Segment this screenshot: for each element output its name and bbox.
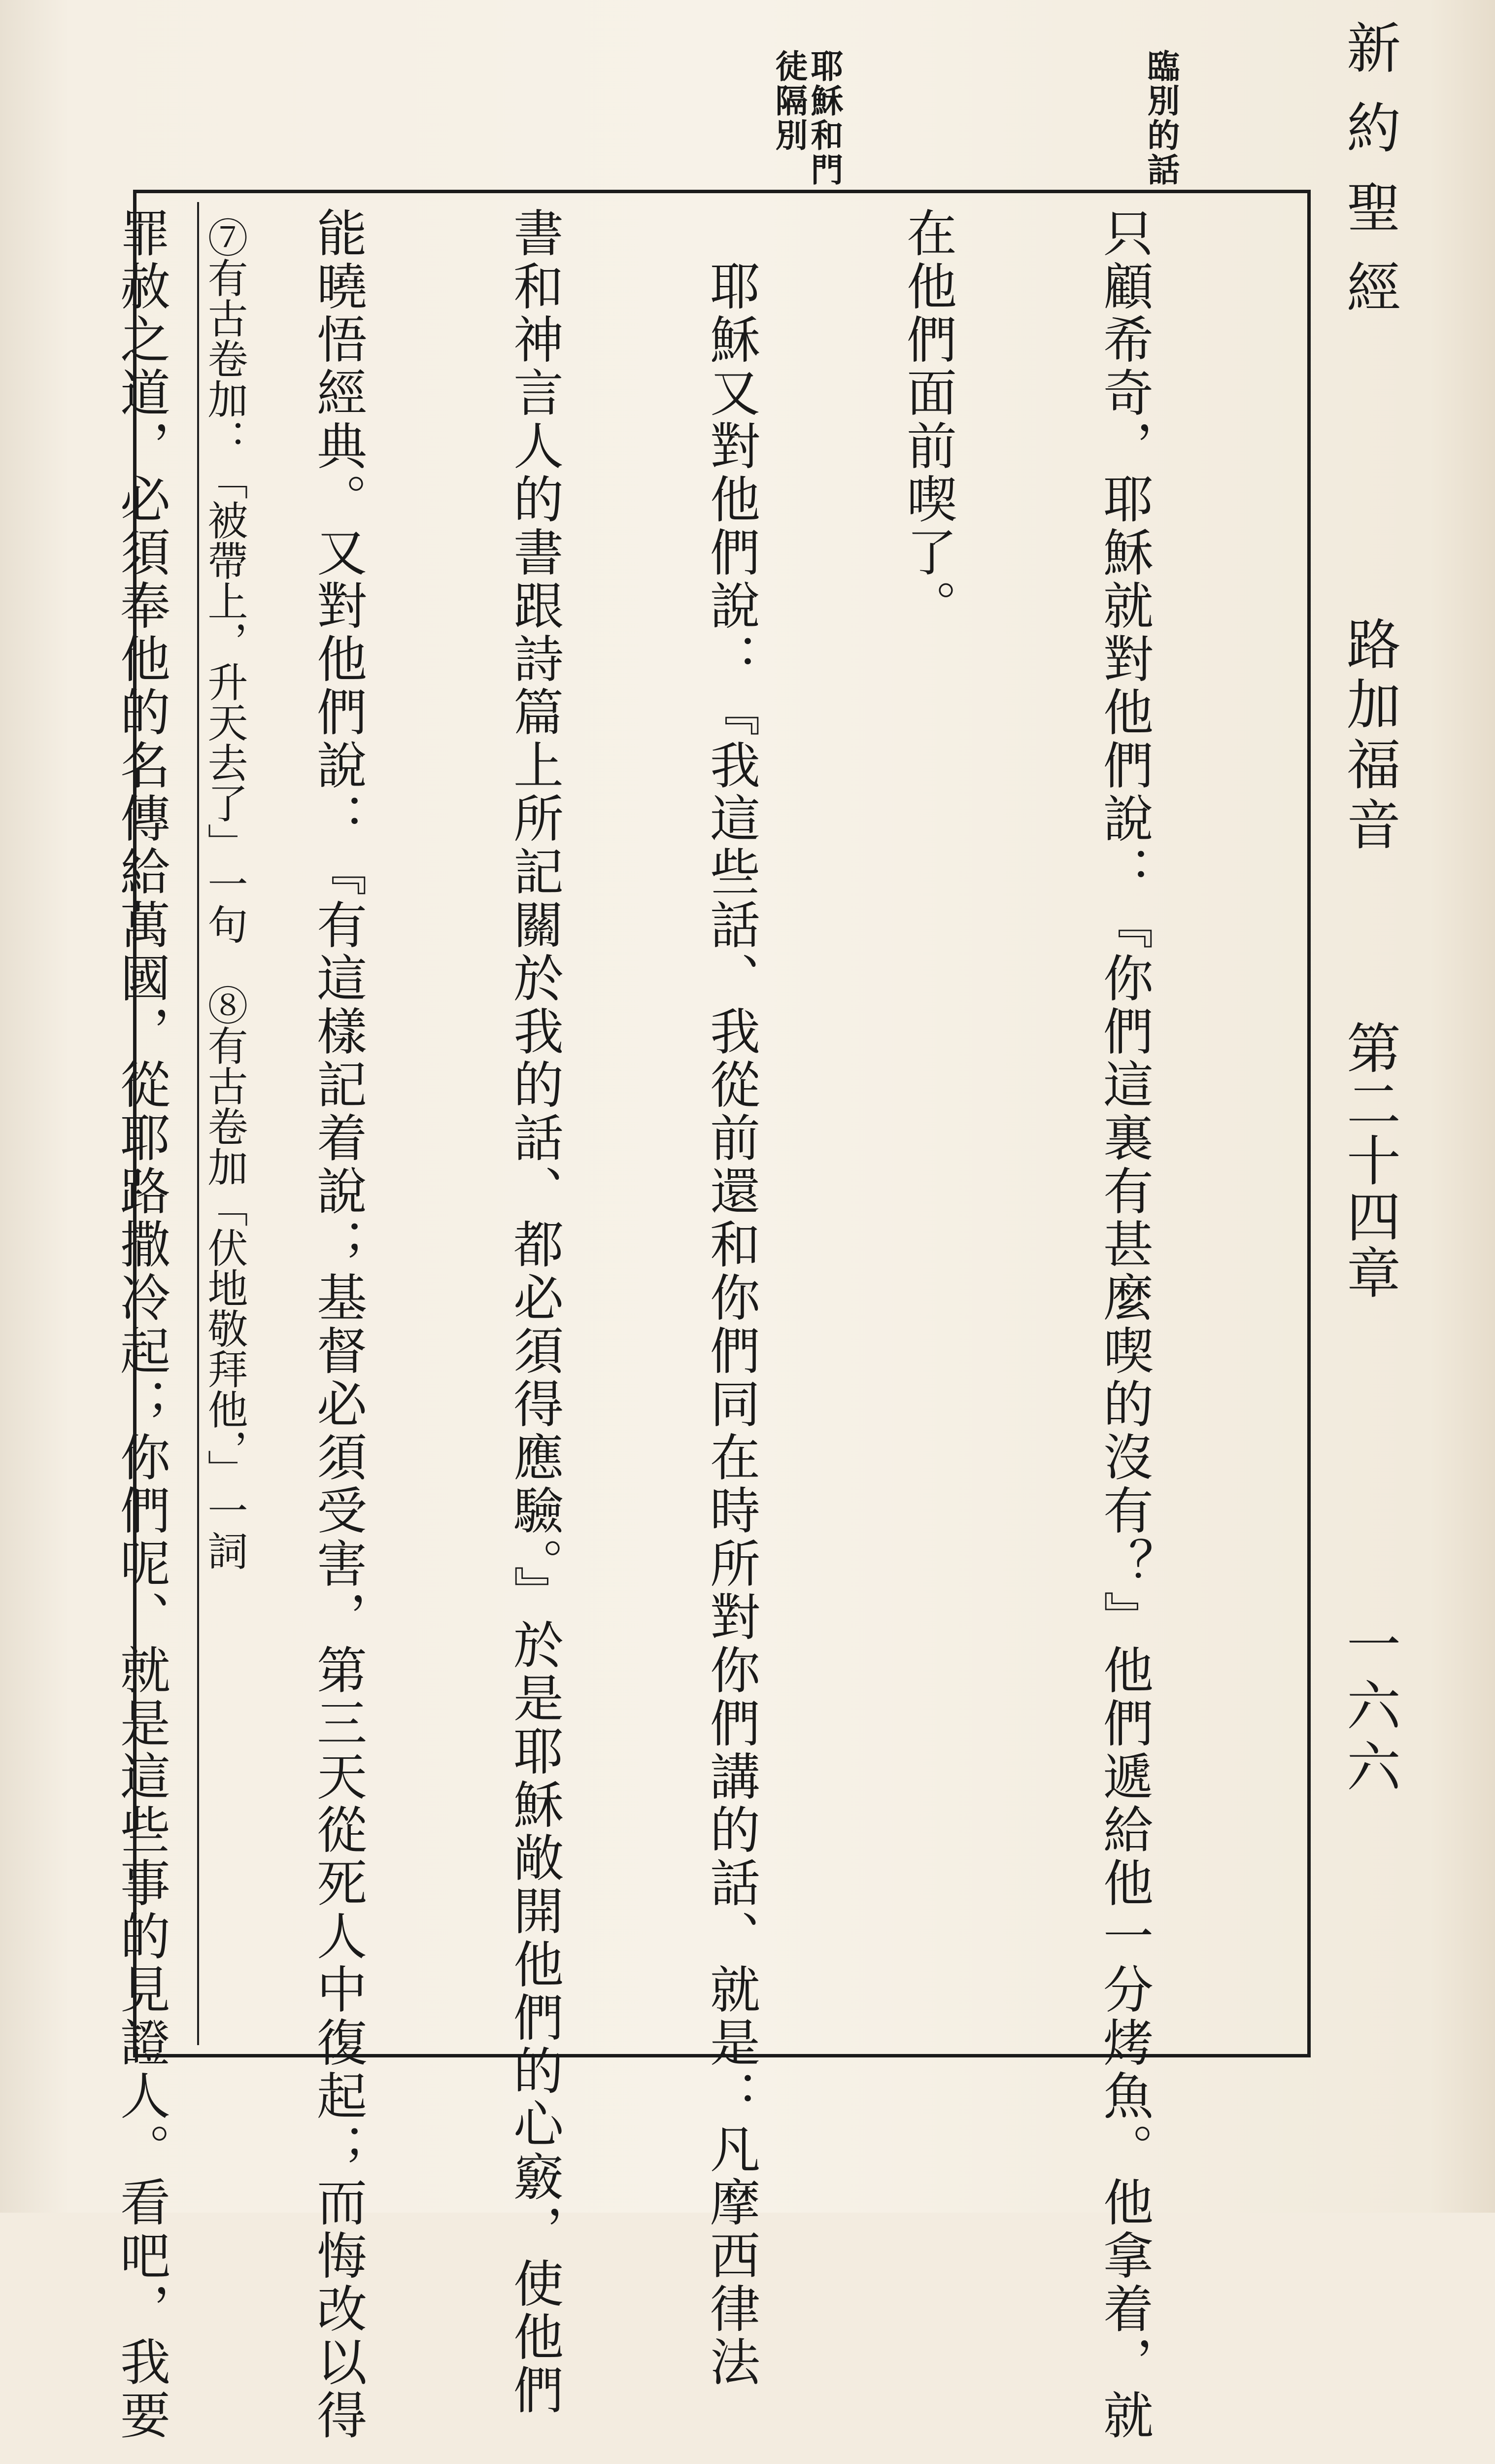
side-note-farewell-words: 臨別的話 bbox=[1142, 49, 1180, 187]
footnote-line: ⑦有古卷加：「被帶上，升天去了」一句 ⑧有古卷加「伏地敬拜他，」一詞 bbox=[201, 217, 248, 1571]
text-column: 只顧希奇，耶穌就對他們說：『你們這裏有甚麼喫的沒有？』他們遞給他一分烤魚。他拿着，就 bbox=[1095, 207, 1154, 2442]
text-column: 書和神言人的書跟詩篇上所記關於我的話、都必須得應驗。』於是耶穌敞開他們的心竅，使他們 bbox=[505, 207, 564, 2417]
gospel-name: 路加福音 bbox=[1338, 616, 1401, 856]
book-title: 新約聖經 bbox=[1338, 20, 1401, 339]
page-number: 一六六 bbox=[1338, 1616, 1401, 1800]
side-note-parting: 耶穌和門 徒隔別 bbox=[770, 49, 844, 187]
text-column: 耶穌又對他們說：『我這些話、我從前還和你們同在時所對你們講的話、就是：凡摩西律法 bbox=[702, 207, 760, 2389]
footnotes bbox=[143, 217, 360, 2040]
text-column: 罪赦之道，必須奉他的名傳給萬國，從耶路撒冷起；你們呢、就是這些事的見證人。看吧，我要 bbox=[112, 207, 170, 2442]
chapter-heading: 第二十四章 bbox=[1338, 1020, 1401, 1301]
text-column: 能曉悟經典。又對他們說：『有這樣記着說；基督必須受害，第三天從死人中復起；而悔改以得 bbox=[308, 207, 367, 2442]
text-column: 在他們面前喫了。 bbox=[898, 207, 957, 633]
